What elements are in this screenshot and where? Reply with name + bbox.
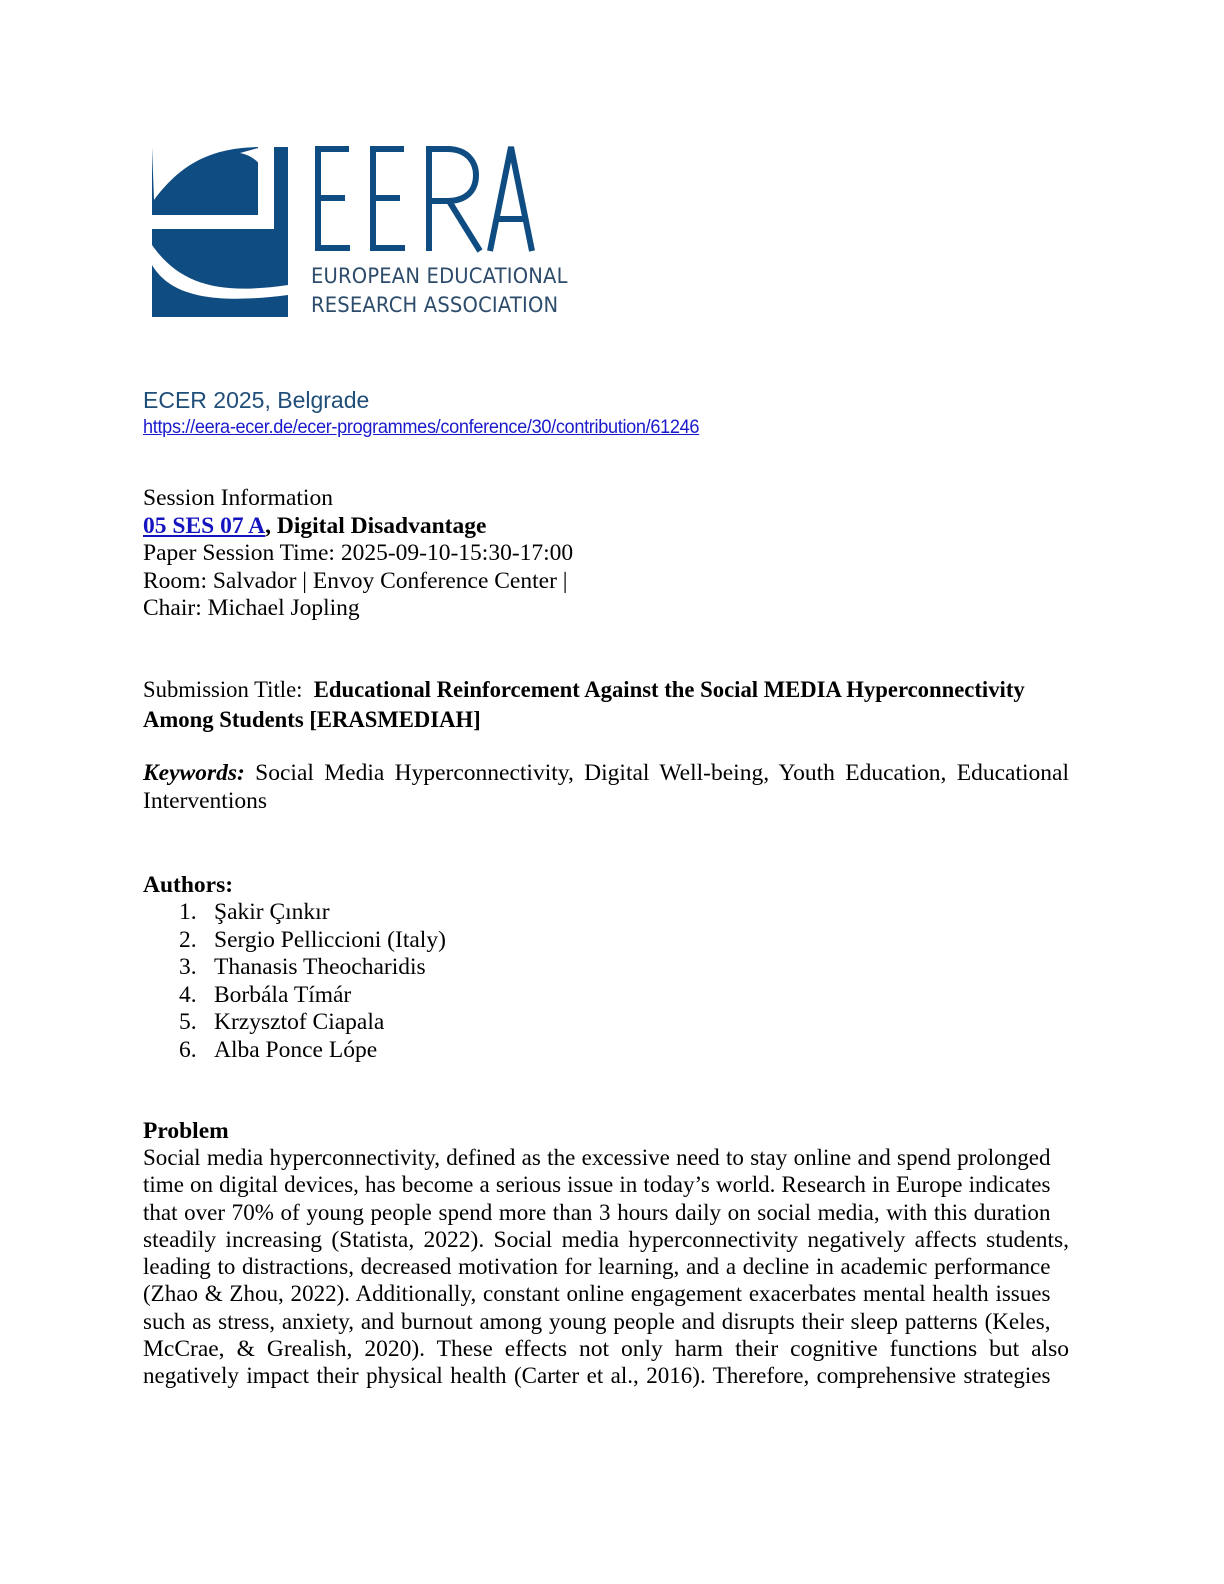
submission-title-line2: Among Students [ERASMEDIAH] [143,706,481,733]
author-item [143,1009,446,1037]
authors-heading: Authors: [143,872,234,898]
paragraph-line: such as stress, anxiety, and burnout among young people and disrupts their sleep patterns (Keles, [143,1308,1051,1335]
author-number: 5. [179,1009,197,1035]
session-name: , Digital Disadvantage [265,512,487,539]
session-heading: Session Information [143,485,333,511]
author-name: Borbála Tímár [214,981,352,1008]
paragraph-line: steadily increasing (Statista, 2022). Social media hyperconnectivity negatively affects students, [143,1226,1069,1253]
author-number: 2. [179,926,197,953]
submission-title [143,676,1069,735]
session-information [143,485,1069,623]
author-item [143,982,446,1010]
paragraph-line: that over 70% of young people spend more than 3 hours daily on social media, with this duration [143,1199,1051,1226]
keywords [143,760,1069,815]
author-number: 1. [179,899,197,925]
conference-title: ECER 2025, Belgrade [143,387,370,413]
author-name: Alba Ponce Lópe [214,1036,378,1063]
author-item [143,954,446,982]
e-block-icon [152,147,288,317]
authors-list [143,899,446,1064]
paragraph-line: leading to distractions, decreased motivation for learning, and a decline in academic performance [143,1254,1051,1281]
session-code-link[interactable]: 05 SES 07 A [143,512,266,539]
logo-subtitle-line2: RESEARCH ASSOCIATION [311,293,559,317]
author-name: Sergio Pelliccioni (Italy) [214,926,446,953]
paragraph-line: McCrae, & Grealish, 2020). These effects not only harm their cognitive functions but also [143,1336,1069,1363]
keywords-label: Keywords: [143,760,245,786]
session-chair: Chair: Michael Jopling [143,595,360,621]
problem-heading: Problem [143,1118,229,1144]
author-number: 3. [179,954,197,980]
paragraph-line: time on digital devices, has become a serious issue in today’s world. Research in Europe indicates [143,1172,1051,1199]
author-name: Krzysztof Ciapala [214,1009,385,1035]
submission-title-line1: Educational Reinforcement Against the Social MEDIA Hyperconnectivity [313,677,1025,703]
author-number: 4. [179,981,197,1008]
contribution-url-link[interactable]: https://eera-ecer.de/ecer-programmes/conference/30/contribution/61246 [143,416,700,438]
author-number: 6. [179,1036,197,1063]
author-name: Şakir Çınkır [214,899,330,925]
author-item [143,1037,446,1065]
submission-title-label: Submission Title: [143,677,314,703]
logo-subtitle-line1: EUROPEAN EDUCATIONAL [311,264,568,288]
paragraph-line: negatively impact their physical health (Carter et al., 2016). Therefore, comprehensive strategies [143,1363,1051,1390]
keywords-text: Social Media Hyperconnectivity, Digital Well-being, Youth Education, Educational Interventions [143,760,1069,814]
session-time: Paper Session Time: 2025-09-10-15:30-17:00 [143,540,574,566]
paragraph-line: (Zhao & Zhou, 2022). Additionally, constant online engagement exacerbates mental health issues [143,1281,1051,1308]
author-item [143,927,446,955]
eera-wordmark [315,147,532,251]
problem-paragraph [143,1145,1069,1391]
session-title [143,513,1069,541]
session-room: Room: Salvador | Envoy Conference Center | [143,567,568,594]
author-name: Thanasis Theocharidis [214,954,426,980]
author-item [143,899,446,927]
paragraph-line: Social media hyperconnectivity, defined as the excessive need to stay online and spend prolonged [143,1145,1051,1171]
